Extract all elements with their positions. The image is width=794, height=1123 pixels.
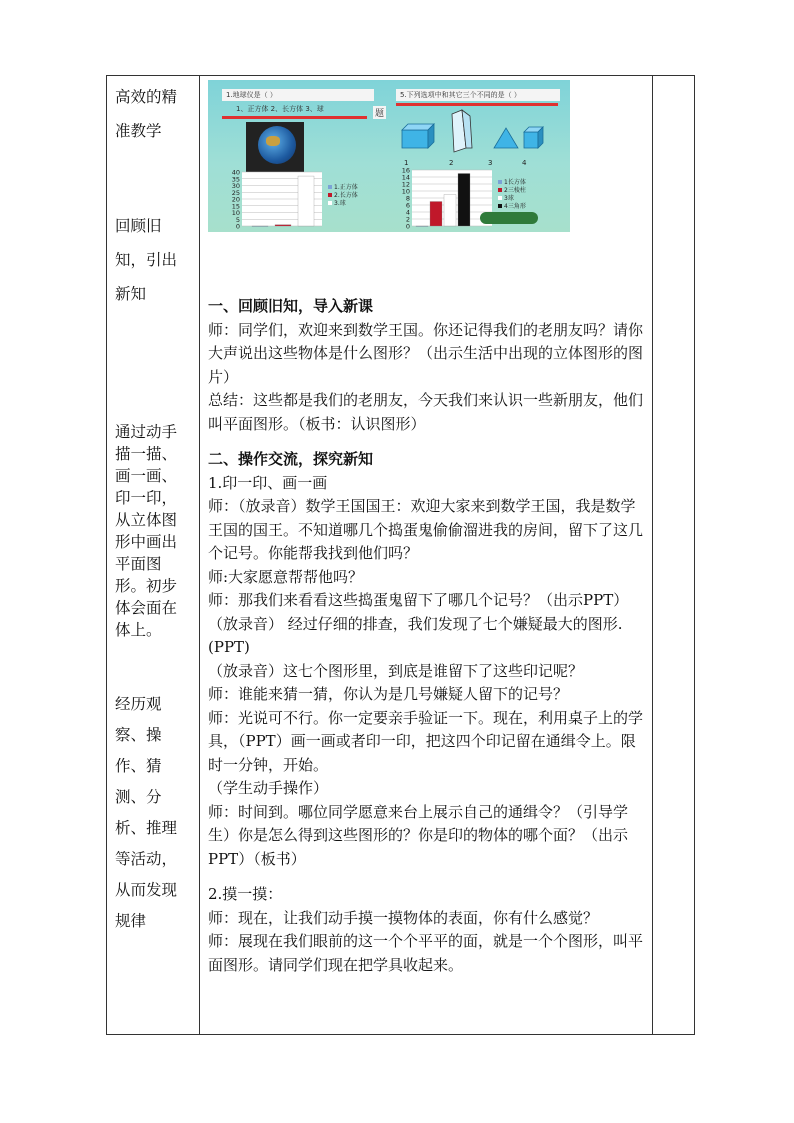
empty-right-column bbox=[652, 76, 696, 1034]
cube-icon bbox=[524, 127, 543, 148]
paragraph: 师：现在，让我们动手摸一摸物体的表面，你有什么感觉？ bbox=[208, 908, 599, 927]
legend-label: 1长方体 bbox=[504, 179, 526, 186]
side-note-1 bbox=[115, 80, 187, 148]
y-tick-label: 10 bbox=[231, 209, 240, 217]
lesson-table bbox=[106, 75, 695, 1035]
lesson-text bbox=[208, 295, 646, 977]
side-note-line: 形。初步 bbox=[115, 577, 178, 595]
side-note-line: 体会面在 bbox=[115, 599, 178, 617]
side-note-line: 高效的精 bbox=[115, 88, 178, 106]
chart-bar bbox=[458, 174, 470, 227]
side-note-line: 析、推理 bbox=[115, 819, 178, 837]
y-tick-label: 10 bbox=[401, 187, 410, 196]
chart-q5-svg bbox=[390, 166, 566, 232]
shape-number: 4 bbox=[522, 159, 527, 167]
paragraph: 师：时间到。哪位同学愿意来台上展示自己的通缉令？（引导学生）你是怎么得到这些图形的？你是印的物体的哪个面？（出示PPT）（板书） bbox=[208, 802, 629, 868]
paragraph: 师：那我们来看看这些捣蛋鬼留下了哪几个记号？（出示PPT） bbox=[208, 591, 629, 609]
y-tick-label: 8 bbox=[405, 194, 410, 203]
y-tick-label: 6 bbox=[405, 201, 410, 210]
side-note-3 bbox=[115, 421, 187, 641]
side-note-line: 印一印， bbox=[115, 489, 178, 507]
paragraph: （学生动手操作） bbox=[208, 779, 329, 797]
shape-number: 2 bbox=[449, 159, 454, 167]
legend-label: 3球 bbox=[504, 195, 514, 202]
y-tick-label: 4 bbox=[405, 208, 410, 217]
slide-question-1: 1.地球仪是（ ） bbox=[222, 89, 374, 101]
y-tick-label: 30 bbox=[231, 182, 240, 190]
paragraph: 师:大家愿意帮帮他吗？ bbox=[208, 567, 364, 586]
side-note-line: 回顾旧 bbox=[115, 217, 162, 235]
legend-label: 1.正方体 bbox=[334, 184, 358, 191]
legend-swatch bbox=[328, 201, 332, 205]
side-note-line: 画一画、 bbox=[115, 467, 178, 485]
side-note-line: 等活动， bbox=[115, 850, 178, 868]
side-note-line: 规律 bbox=[115, 912, 147, 930]
section-1-title: 一、回顾旧知，导入新课 bbox=[208, 297, 374, 315]
y-tick-label: 25 bbox=[231, 188, 240, 197]
legend-label: 3.球 bbox=[334, 200, 346, 207]
y-tick-label: 16 bbox=[401, 166, 410, 175]
chart-bar bbox=[444, 195, 456, 227]
side-note-line: 测、分 bbox=[115, 788, 162, 806]
slide-red-underline bbox=[396, 103, 558, 106]
triangular-prism-icon bbox=[452, 110, 472, 152]
paragraph: 师：谁能来猜一猜，你认为是几号嫌疑人留下的记号？ bbox=[208, 685, 569, 703]
paragraph: 师：（放录音）数学王国国王：欢迎大家来到数学王国，我是数学王国的国王。不知道哪几个捣蛋鬼偷偷溜进我的房间，留下了这几个记号。你能帮我找到他们吗？ bbox=[208, 497, 644, 562]
legend-label: 2.长方体 bbox=[334, 192, 358, 199]
y-tick-label: 15 bbox=[231, 202, 240, 211]
slide-nav-button bbox=[480, 212, 538, 224]
y-tick-label: 5 bbox=[235, 215, 240, 224]
side-note-line: 知，引出 bbox=[115, 251, 178, 269]
subsection-title: 1.印一印、画一画 bbox=[208, 473, 328, 492]
y-tick-label: 14 bbox=[401, 173, 410, 182]
y-tick-label: 12 bbox=[401, 180, 410, 189]
lesson-content-column bbox=[200, 76, 652, 1034]
chart-bar bbox=[298, 176, 314, 226]
globe-land bbox=[266, 136, 280, 146]
slide-red-underline bbox=[222, 116, 367, 119]
slide-title-fragment: 题 bbox=[373, 106, 386, 119]
paragraph: 师：同学们，欢迎来到数学王国。你还记得我们的老朋友吗？请你大声说出这些物体是什么图形？（出示生活中出现的立体图形的图片） bbox=[208, 320, 644, 386]
side-note-line: 从立体图 bbox=[115, 511, 178, 529]
side-note-line: 形中画出 bbox=[115, 533, 178, 551]
legend-swatch bbox=[328, 185, 332, 189]
slide-question-1-options: 1、正方体 2、长方体 3、球 bbox=[236, 105, 324, 113]
chart-q1-results bbox=[220, 168, 380, 232]
paragraph: 总结：这些都是我们的老朋友，今天我们来认识一些新朋友，他们叫平面图形。（板书：认识图形） bbox=[208, 391, 644, 433]
y-tick-label: 20 bbox=[231, 195, 240, 204]
legend-label: 2三棱柱 bbox=[504, 187, 526, 194]
side-note-4 bbox=[115, 689, 187, 937]
section-2-title: 二、操作交流，探究新知 bbox=[208, 450, 374, 468]
subsection-title: 2.摸一摸： bbox=[208, 885, 283, 903]
legend-swatch bbox=[498, 204, 502, 208]
legend-label: 4三角形 bbox=[504, 203, 526, 210]
paragraph: 师：光说可不行。你一定要亲手验证一下。现在，利用桌子上的学具，（PPT）画一画或者印一印，把这四个印记留在通缉令上。限时一分钟，开始。 bbox=[208, 708, 644, 774]
shape-number: 3 bbox=[488, 159, 493, 167]
chart-bar bbox=[252, 226, 268, 227]
chart-bar bbox=[416, 226, 428, 227]
side-notes-column bbox=[107, 76, 199, 1034]
chart-bar bbox=[430, 202, 442, 227]
side-note-line: 从而发现 bbox=[115, 881, 178, 899]
triangle-icon bbox=[494, 128, 518, 148]
slide-question-5: 5.下列选项中和其它三个不同的是（ ） bbox=[396, 89, 560, 101]
paragraph: （放录音） 经过仔细的排查，我们发现了七个嫌疑最大的图形.(PPT) bbox=[208, 614, 623, 656]
shape-options bbox=[396, 108, 566, 158]
y-tick-label: 40 bbox=[231, 168, 240, 177]
side-note-line: 经历观 bbox=[115, 695, 162, 713]
y-tick-label: 35 bbox=[231, 175, 240, 184]
ppt-slide-image bbox=[208, 80, 570, 232]
y-tick-label: 0 bbox=[405, 222, 410, 231]
legend-swatch bbox=[498, 188, 502, 192]
globe-photo bbox=[246, 122, 304, 172]
side-note-2 bbox=[115, 209, 187, 311]
cuboid-icon bbox=[402, 124, 434, 148]
side-note-line: 体上。 bbox=[115, 621, 162, 639]
side-note-line: 察、操 bbox=[115, 726, 162, 744]
paragraph: 师：展现在我们眼前的这一个个平平的面，就是一个个图形，叫平面图形。请同学们现在把学具收起来。 bbox=[208, 932, 644, 974]
paragraph: （放录音）这七个图形里，到底是谁留下了这些印记呢？ bbox=[208, 661, 584, 680]
shape-number: 1 bbox=[404, 159, 409, 167]
legend-swatch bbox=[498, 196, 502, 200]
y-tick-label: 2 bbox=[405, 215, 410, 224]
side-note-line: 通过动手 bbox=[115, 423, 178, 441]
side-note-line: 平面图 bbox=[115, 555, 162, 573]
legend-swatch bbox=[498, 180, 502, 184]
side-note-line: 准教学 bbox=[115, 122, 162, 140]
legend-swatch bbox=[328, 193, 332, 197]
chart-q1-svg bbox=[220, 168, 380, 232]
chart-q5-results bbox=[390, 166, 566, 232]
side-note-line: 作、猜 bbox=[115, 757, 162, 775]
side-note-line: 新知 bbox=[115, 285, 147, 303]
chart-bar bbox=[275, 225, 291, 226]
y-tick-label: 0 bbox=[235, 222, 240, 231]
side-note-line: 描一描、 bbox=[115, 445, 178, 463]
